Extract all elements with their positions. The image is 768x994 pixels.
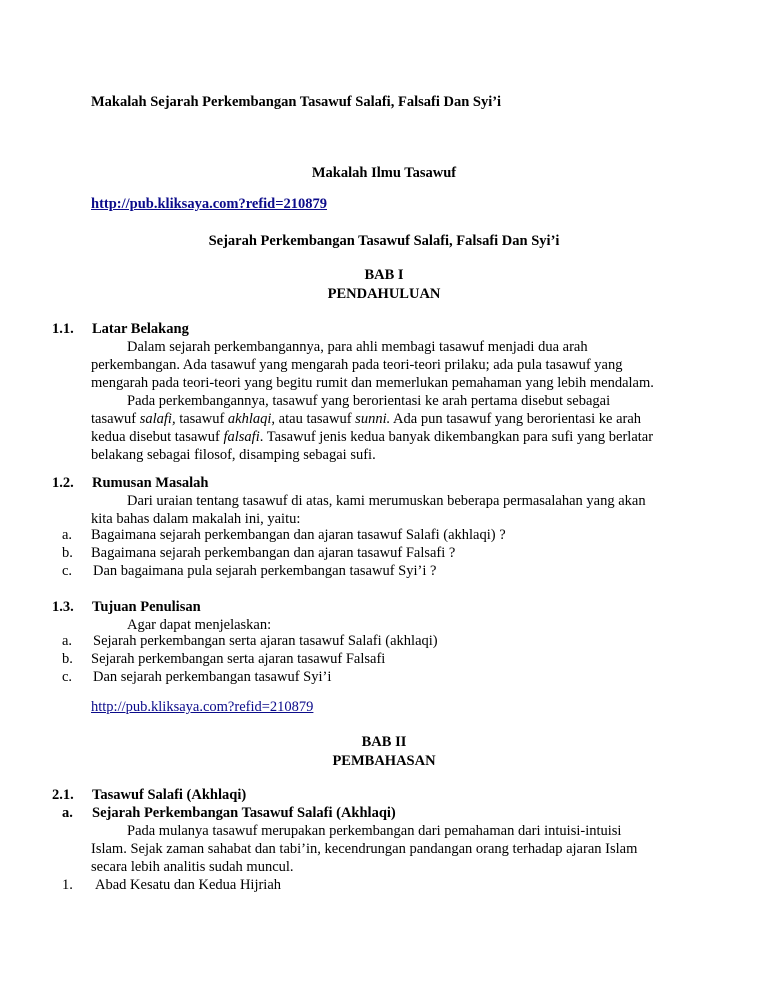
paragraph-line: kedua disebut tasawuf falsafi. Tasawuf jenis kedua banyak dikembangkan para sufi yang berlatar	[91, 429, 654, 445]
bab2-title: PEMBAHASAN	[332, 753, 436, 769]
paragraph-line: secara lebih analitis sudah muncul.	[91, 859, 294, 875]
paragraph-line: kita bahas dalam makalah ini, yaitu:	[91, 511, 301, 527]
paragraph-line: mengarah pada teori-teori yang begitu rumit dan memerlukan pemahaman yang lebih mendalam.	[91, 375, 654, 391]
subtitle: Makalah Ilmu Tasawuf	[311, 165, 457, 181]
main-heading: Sejarah Perkembangan Tasawuf Salafi, Falsafi Dan Syi’i	[208, 233, 560, 249]
bab1-label: BAB I	[364, 267, 404, 283]
paragraph-line: tasawuf salafi, tasawuf akhlaqi, atau tasawuf sunni. Ada pun tasawuf yang berorientasi ke arah	[91, 411, 642, 427]
document-title: Makalah Sejarah Perkembangan Tasawuf Salafi, Falsafi Dan Syi’i	[91, 94, 502, 110]
paragraph-line: Pada mulanya tasawuf merupakan perkembangan dari pemahaman dari intuisi-intuisi	[127, 823, 622, 839]
paragraph-line: Pada perkembangannya, tasawuf yang berorientasi ke arah pertama disebut sebagai	[127, 393, 611, 409]
section-title: Tujuan Penulisan	[92, 599, 201, 615]
section-number: 2.1.	[52, 787, 74, 803]
subsection-title: Sejarah Perkembangan Tasawuf Salafi (Akhlaqi)	[92, 805, 396, 821]
list-item: Dan bagaimana pula sejarah perkembangan tasawuf Syi’i ?	[93, 563, 437, 579]
list-item: Bagaimana sejarah perkembangan dan ajaran tasawuf Falsafi ?	[91, 545, 456, 561]
mid-link[interactable]: http://pub.kliksaya.com?refid=210879	[91, 699, 314, 715]
list-marker: c.	[62, 563, 73, 579]
section-number: 1.1.	[52, 321, 74, 337]
list-marker: 1.	[62, 877, 73, 893]
list-item: Abad Kesatu dan Kedua Hijriah	[95, 877, 282, 893]
section-title: Latar Belakang	[92, 321, 189, 337]
section-number: 1.2.	[52, 475, 74, 491]
list-marker: b.	[62, 651, 73, 667]
list-item: Sejarah perkembangan serta ajaran tasawuf Falsafi	[91, 651, 386, 667]
list-marker: a.	[62, 805, 73, 821]
paragraph-line: belakang sebagai filosof, disamping sebagai sufi.	[91, 447, 376, 463]
list-item: Bagaimana sejarah perkembangan dan ajaran tasawuf Salafi (akhlaqi) ?	[91, 527, 506, 543]
paragraph-line: Dalam sejarah perkembangannya, para ahli membagi tasawuf menjadi dua arah	[127, 339, 588, 355]
list-marker: a.	[62, 633, 73, 649]
list-marker: c.	[62, 669, 73, 685]
list-item: Sejarah perkembangan serta ajaran tasawuf Salafi (akhlaqi)	[93, 633, 438, 649]
bab2-label: BAB II	[361, 734, 407, 750]
section-title: Tasawuf Salafi (Akhlaqi)	[92, 787, 247, 803]
section-title: Rumusan Masalah	[92, 475, 209, 491]
paragraph-line: Agar dapat menjelaskan:	[127, 617, 272, 633]
section-number: 1.3.	[52, 599, 74, 615]
bab1-title: PENDAHULUAN	[327, 286, 441, 302]
paragraph-line: Dari uraian tentang tasawuf di atas, kami merumuskan beberapa permasalahan yang akan	[127, 493, 646, 509]
list-marker: b.	[62, 545, 73, 561]
list-marker: a.	[62, 527, 73, 543]
paragraph-line: perkembangan. Ada tasawuf yang mengarah pada teori-teori prilaku; ada pula tasawuf yang	[91, 357, 623, 373]
top-link[interactable]: http://pub.kliksaya.com?refid=210879	[91, 196, 328, 212]
paragraph-line: Islam. Sejak zaman sahabat dan tabi’in, kecendrungan pandangan orang terhadap ajaran Islam	[91, 841, 638, 857]
list-item: Dan sejarah perkembangan tasawuf Syi’i	[93, 669, 332, 685]
